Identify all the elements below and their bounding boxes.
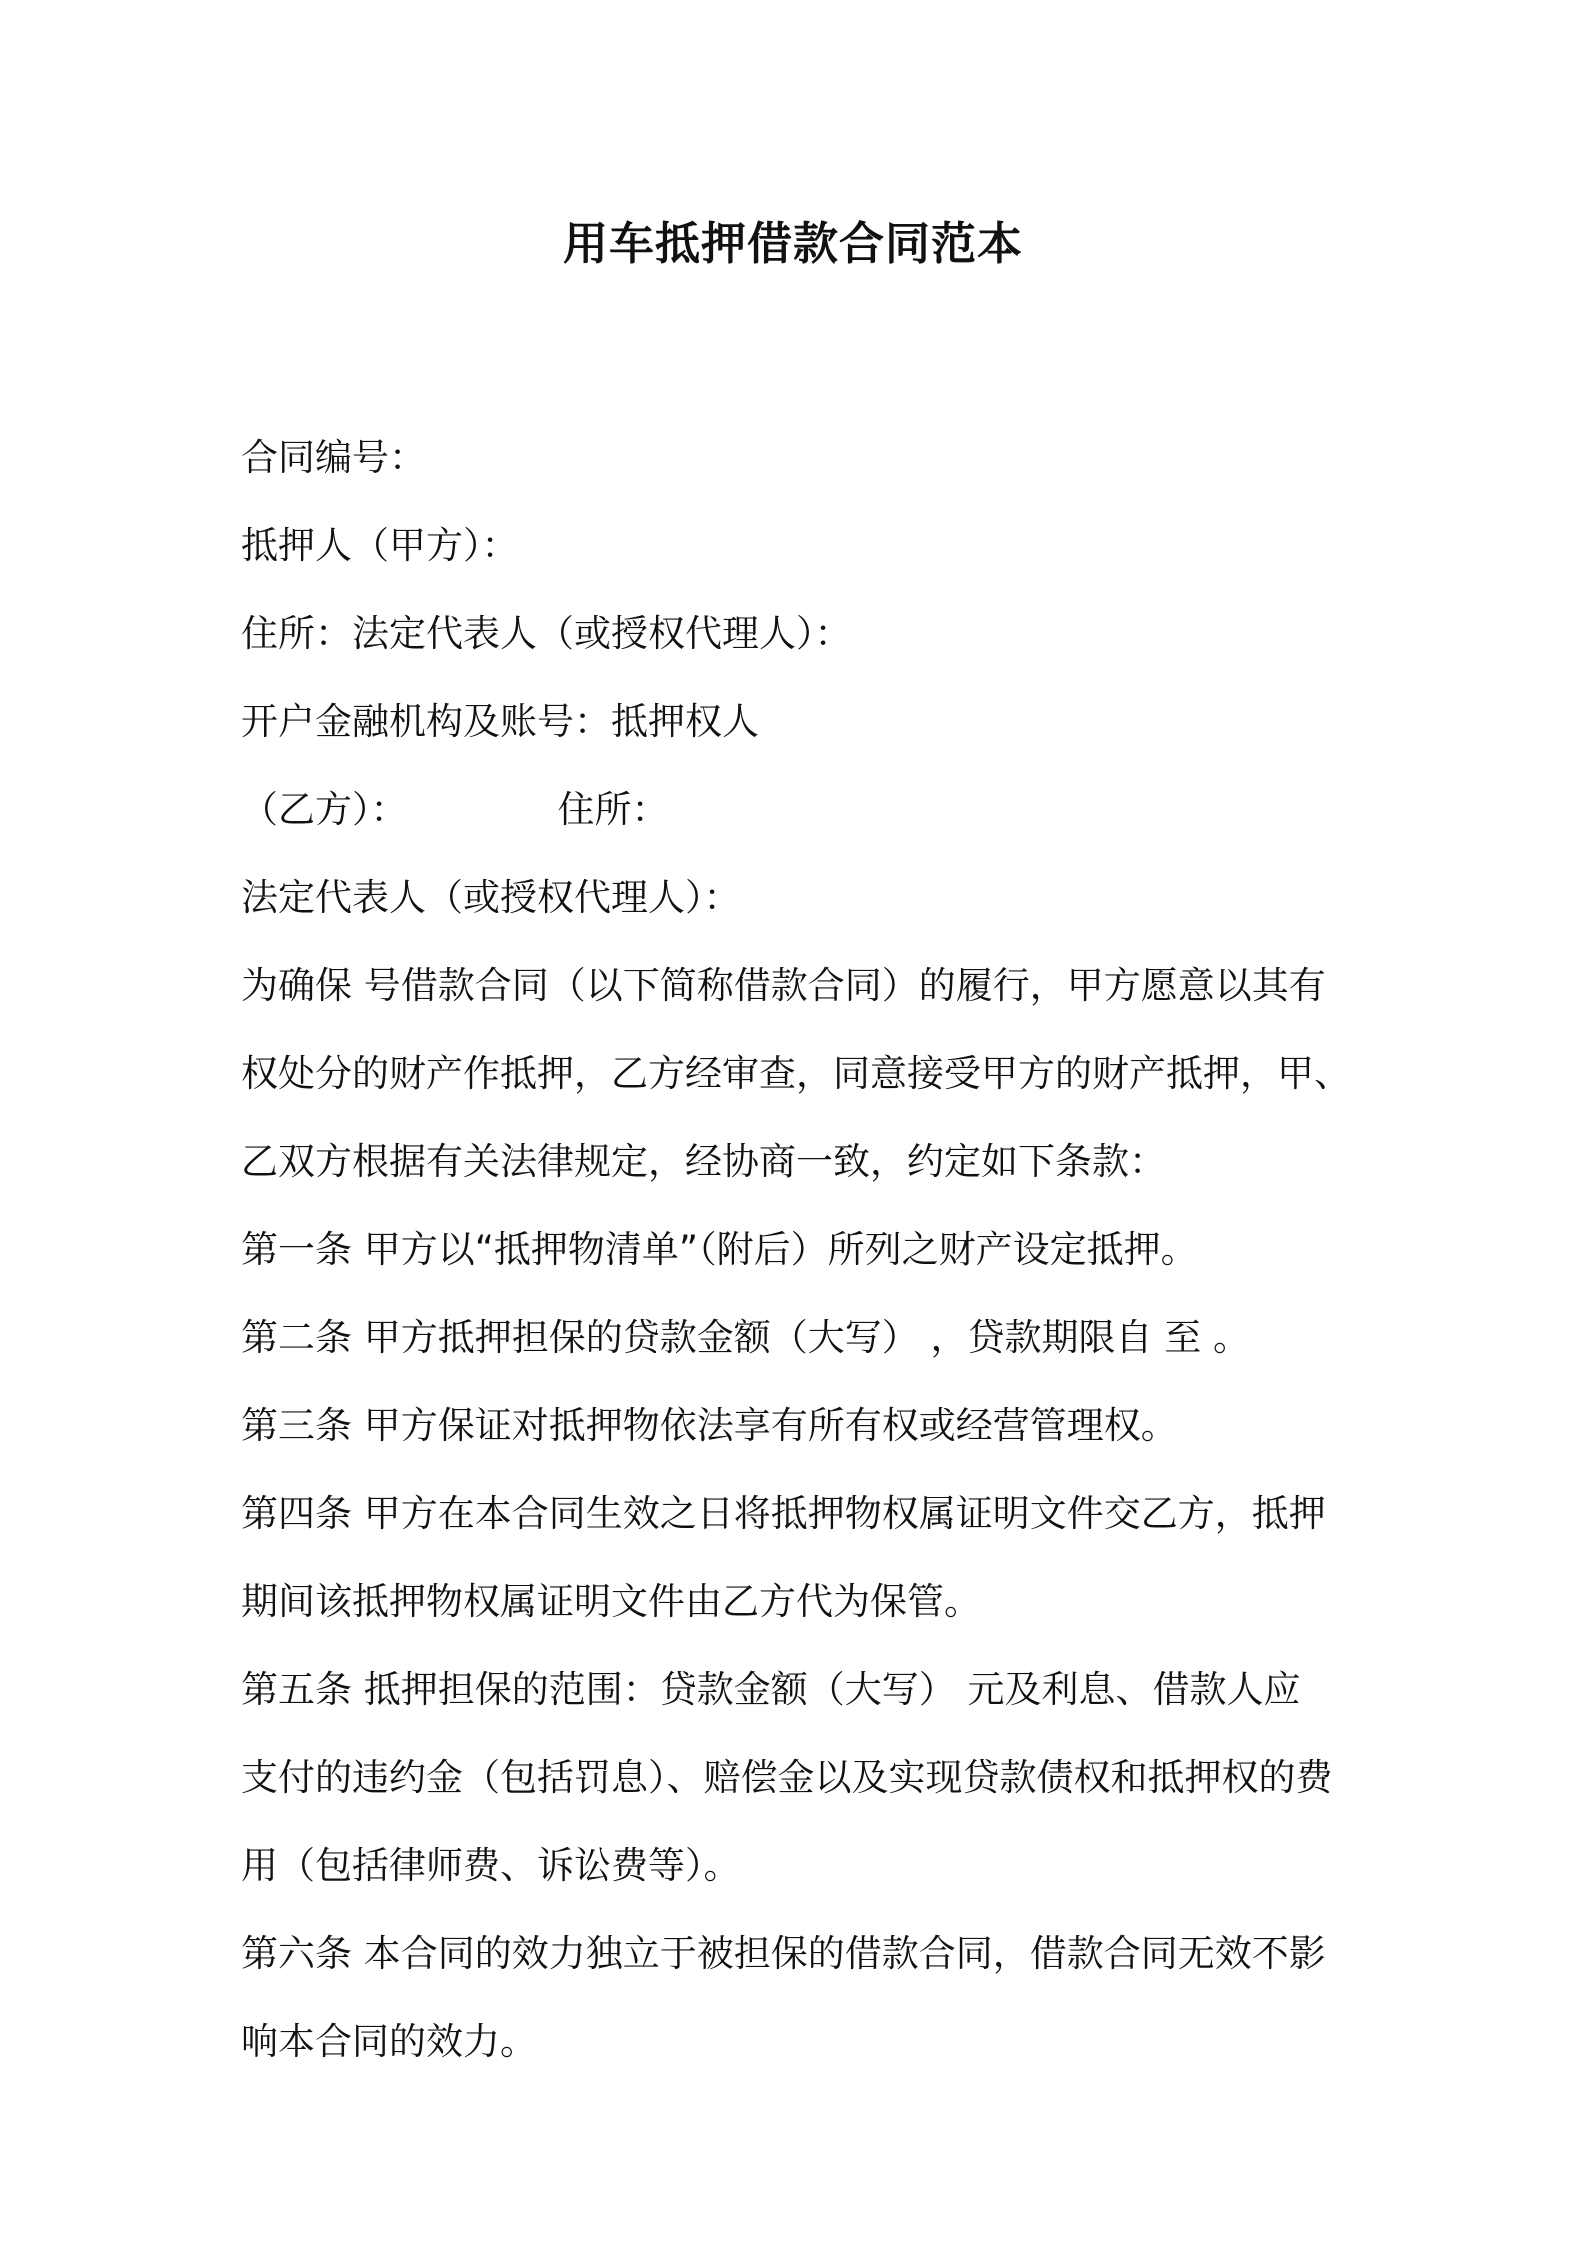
article-3: 第三条 甲方保证对抵押物依法享有所有权或经营管理权。 [241, 1404, 1178, 1447]
preamble-line: 权处分的财产作抵押，乙方经审查，同意接受甲方的财产抵押，甲、 [241, 1052, 1351, 1095]
article-1: 第一条 甲方以“抵押物清单”（附后）所列之财产设定抵押。 [241, 1228, 1198, 1271]
document-title: 用车抵押借款合同范本 [562, 217, 1023, 270]
article-4-line: 第四条 甲方在本合同生效之日将抵押物权属证明文件交乙方，抵押 [241, 1492, 1326, 1535]
article-2: 第二条 甲方抵押担保的贷款金额（大写） ，贷款期限自 至 。 [241, 1316, 1251, 1359]
article-5-line: 用（包括律师费、诉讼费等）。 [241, 1844, 741, 1887]
preamble-line: 为确保 号借款合同（以下简称借款合同）的履行，甲方愿意以其有 [241, 964, 1326, 1007]
address-representative-field: 住所：法定代表人（或授权代理人）： [241, 612, 852, 655]
preamble-line: 乙双方根据有关法律规定，经协商一致，约定如下条款： [241, 1140, 1166, 1183]
bank-account-field: 开户金融机构及账号：抵押权人 [241, 700, 759, 743]
party-b-address-field: 住所： [557, 788, 669, 831]
party-b-representative-field: 法定代表人（或授权代理人）： [241, 876, 741, 919]
article-5-line: 支付的违约金（包括罚息）、赔偿金以及实现贷款债权和抵押权的费 [241, 1756, 1333, 1799]
article-5-line: 第五条 抵押担保的范围：贷款金额（大写） 元及利息、借款人应 [241, 1668, 1301, 1711]
mortgagor-field: 抵押人（甲方）： [241, 524, 519, 567]
party-b-field: （乙方）： [241, 788, 408, 831]
party-b-line [241, 782, 1371, 838]
article-6-line: 第六条 本合同的效力独立于被担保的借款合同，借款合同无效不影 [241, 1932, 1326, 1975]
article-4-line: 期间该抵押物权属证明文件由乙方代为保管。 [241, 1580, 981, 1623]
contract-number-field: 合同编号： [241, 436, 426, 479]
article-6-line: 响本合同的效力。 [241, 2020, 537, 2063]
